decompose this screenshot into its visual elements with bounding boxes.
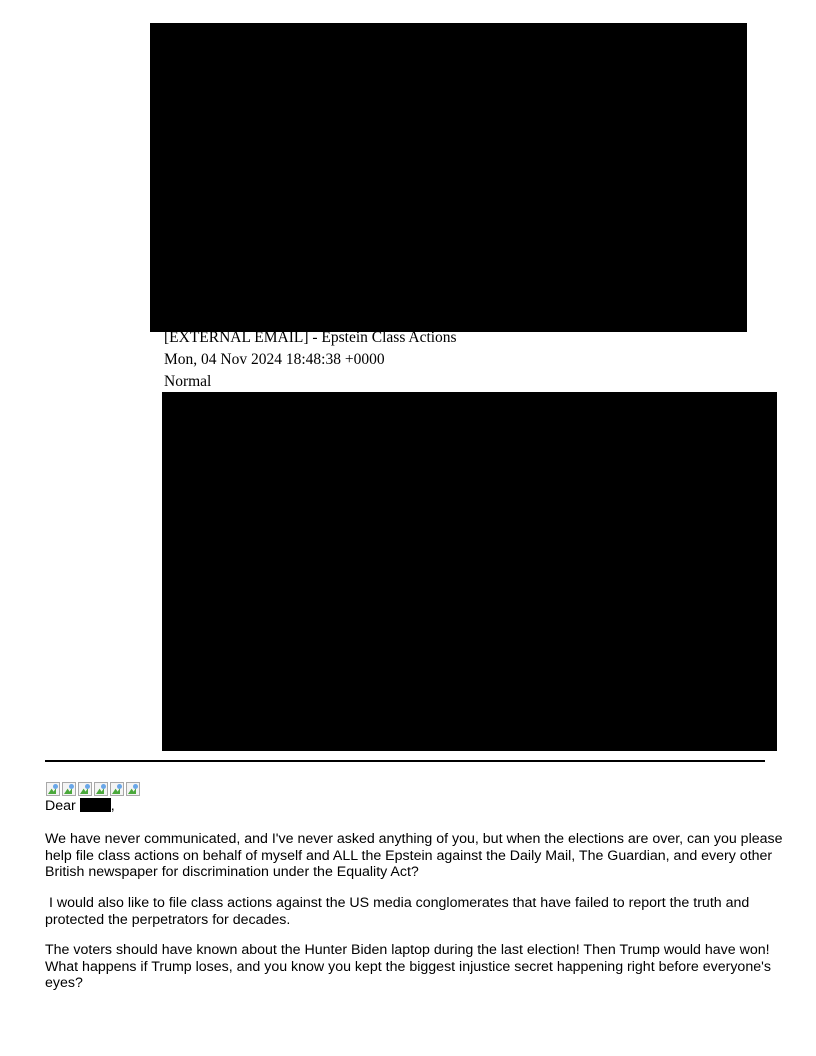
horizontal-rule: [45, 760, 765, 762]
date-value: Mon, 04 Nov 2024 18:48:38 +0000: [164, 351, 385, 368]
importance-value: Normal: [164, 373, 212, 390]
body-paragraph-3: The voters should have known about the Hunter Biden laptop during the last election! Then Trump would have won! What happens if Trump loses, and you know you kept the biggest injustice secret happening right before everyone's eyes?: [45, 942, 771, 991]
broken-image-icon: [126, 782, 140, 796]
greeting-prefix: Dear: [45, 798, 76, 814]
subject-value: [EXTERNAL EMAIL] - Epstein Class Actions: [164, 329, 457, 346]
broken-image-icon: [62, 782, 76, 796]
redacted-name: [80, 798, 111, 812]
redaction-block-attachments: [162, 392, 777, 751]
body-paragraph-2: I would also like to file class actions against the US media conglomerates that have failed to report the truth and protected the perpetrators for decades.: [45, 895, 754, 928]
broken-image-icon: [110, 782, 124, 796]
redaction-block-top: [150, 23, 747, 332]
body-paragraph-1: We have never communicated, and I've never asked anything of you, but when the elections are over, can you please help file class actions on behalf of myself and ALL the Epstein against the Daily Mail, The Guardian, and every other British newspaper for discrimination under the Equality Act?: [45, 831, 783, 880]
broken-image-icon: [46, 782, 60, 796]
greeting: [45, 798, 785, 815]
broken-image-icon: [94, 782, 108, 796]
greeting-suffix: ,: [110, 798, 115, 814]
broken-image-icons: [46, 782, 142, 798]
broken-image-icon: [78, 782, 92, 796]
